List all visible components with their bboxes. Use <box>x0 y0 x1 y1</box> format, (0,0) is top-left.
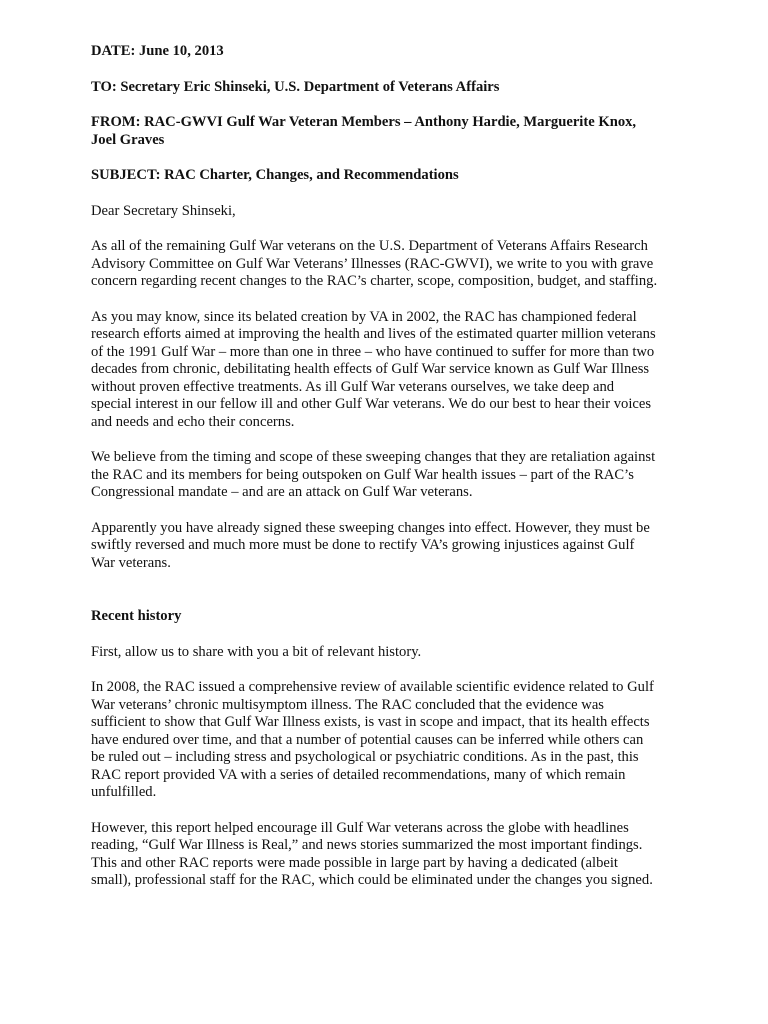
memo-from: FROM: RAC-GWVI Gulf War Veteran Members – Anthony Hardie, Marguerite Knox, Joel Graves <box>91 114 637 148</box>
section-paragraph: First, allow us to share with you a bit of relevant history. <box>91 643 422 660</box>
body-paragraph: As you may know, since its belated creation by VA in 2002, the RAC has championed federal research efforts aimed at improving the health and lives of the estimated quarter million veterans of the 1991 Gulf War – more than one in three – who have continued to suffer for more than two decades from chronic, debilitating health effects of Gulf War service known as Gulf War Illness without proven effective treatments. As ill Gulf War veterans ourselves, we take deep and special interest in our fellow ill and other Gulf War veterans. We do our best to hear their voices and needs and echo their concerns. <box>91 308 656 430</box>
memo-page <box>91 43 687 890</box>
section-paragraph: In 2008, the RAC issued a comprehensive review of available scientific evidence related to Gulf War veterans’ chronic multisymptom illness. The RAC concluded that the evidence was sufficient to show that Gulf War Illness exists, is vast in scope and impact, that its health effects have endured over time, and that a number of potential causes can be inferred while others can be ruled out – including stress and psychological or psychiatric conditions. As in the past, this RAC report provided VA with a series of detailed recommendations, many of which remain unfulfilled. <box>91 679 654 800</box>
salutation: Dear Secretary Shinseki, <box>91 202 236 219</box>
memo-date: DATE: June 10, 2013 <box>91 43 224 59</box>
body-paragraph: Apparently you have already signed these sweeping changes into effect. However, they must be swiftly reversed and much more must be done to rectify VA’s growing injustices against Gulf War veterans. <box>91 519 650 571</box>
section-heading: Recent history <box>91 608 182 624</box>
memo-subject: SUBJECT: RAC Charter, Changes, and Recommendations <box>91 167 459 183</box>
body-paragraph: We believe from the timing and scope of these sweeping changes that they are retaliation against the RAC and its members for being outspoken on Gulf War health issues – part of the RAC’s Congressional mandate – and are an attack on Gulf War veterans. <box>91 449 656 500</box>
body-paragraph: As all of the remaining Gulf War veterans on the U.S. Department of Veterans Affairs Research Advisory Committee on Gulf War Veterans’ Illnesses (RAC-GWVI), we write to you with grave concern regarding recent changes to the RAC’s charter, scope, composition, budget, and staffing. <box>91 238 658 289</box>
section-paragraph: However, this report helped encourage ill Gulf War veterans across the globe with headlines reading, “Gulf War Illness is Real,” and news stories summarized the most important findings. This and other RAC reports were made possible in large part by having a dedicated (albeit small), professional staff for the RAC, which could be eliminated under the changes you signed. <box>91 819 653 888</box>
memo-to: TO: Secretary Eric Shinseki, U.S. Department of Veterans Affairs <box>91 78 500 95</box>
